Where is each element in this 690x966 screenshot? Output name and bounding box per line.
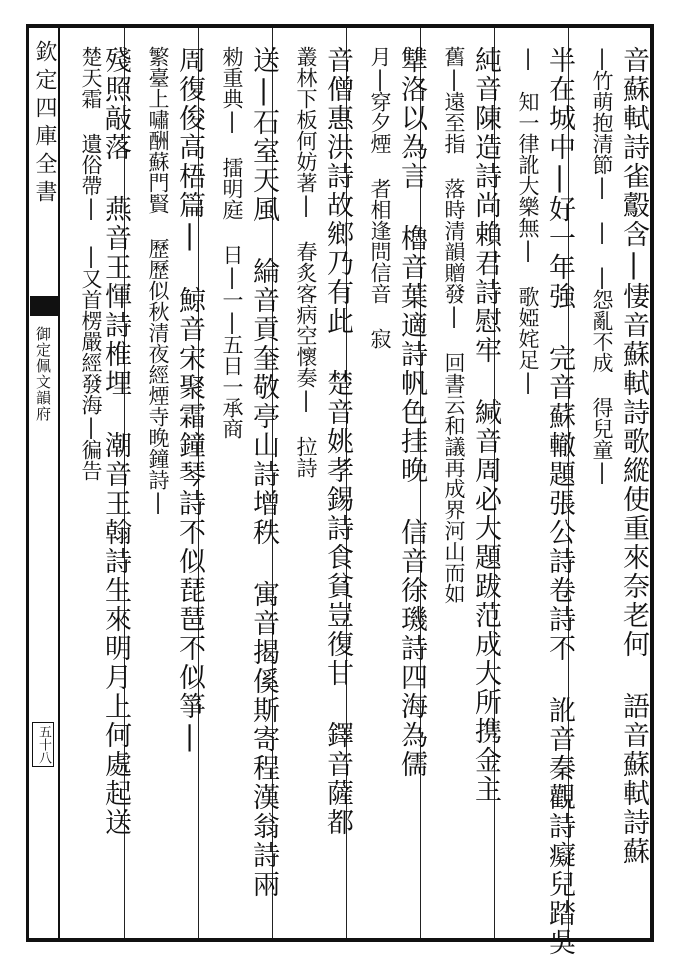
section-title: 御定佩文韻府 [34, 326, 52, 422]
text-column: 舊|遠至指 落時清韻贈發| 回書云和議再成界河山而如 [442, 46, 466, 604]
frame-top-border [26, 24, 654, 28]
folio-number: 五十八 [32, 722, 54, 767]
margin-fishtail-block [30, 296, 58, 316]
frame-left-border [26, 24, 29, 942]
text-column: | 知一律訛大樂無| 歌婭姹足| [516, 46, 540, 394]
text-column: 殘照敲落 燕音王惲詩椎埋 潮音王翰詩生來明月上何處起送 [100, 46, 131, 837]
text-column: 勑重典| 擂明庭 日|一|五日一承商 [220, 46, 244, 439]
text-column: 犨洛以為言 櫓音葉適詩帆色挂晚 信音徐璣詩四海為儒 [396, 46, 427, 779]
text-column: 周復俊高梧篇| 鯨音宋聚霜鐘琴詩不似琵琶不似箏| [174, 46, 205, 754]
book-title: 欽定四庫全書 [32, 40, 57, 208]
text-column: 叢林下板何妨著| 春炙客病空懷奏| 拉詩 [294, 46, 318, 478]
margin-rule [58, 24, 60, 942]
text-column: 送|石室天風 綸音貢奎敬亭山詩增秩 寓音揭傒斯寄程漢翁詩兩 [248, 46, 279, 899]
text-column: 純音陳造詩尚賴君詩慰牢 緘音周必大題跋范成大所携金主 [470, 46, 501, 804]
text-column: 音蘇軾詩雀鷇含|悽音蘇軾詩歌縱使重來奈老何 語音蘇軾詩蘇 [618, 46, 649, 866]
text-column: 月|穿夕煙 者相逢問信音 寂 [368, 46, 392, 349]
text-column: 半在城中|好一年強 完音蘇轍題張公詩卷詩不 訛音秦觀詩癡兒踏吳 [544, 46, 575, 957]
text-column: 楚天霜 遺俗帶| |又首楞嚴經發海|徧告 [79, 46, 103, 481]
text-column: 音僧惠洪詩故鄉乃有此 楚音姚孝錫詩食貧豈復甘 鐸音薩都 [322, 46, 353, 837]
text-column: 繁臺上嘯酬蘇門賢 歷歷似秋清夜經煙寺晚鐘詩| [146, 46, 170, 514]
text-column: |竹萌抱清節| | |怨亂不成 得兒童| [590, 46, 614, 484]
